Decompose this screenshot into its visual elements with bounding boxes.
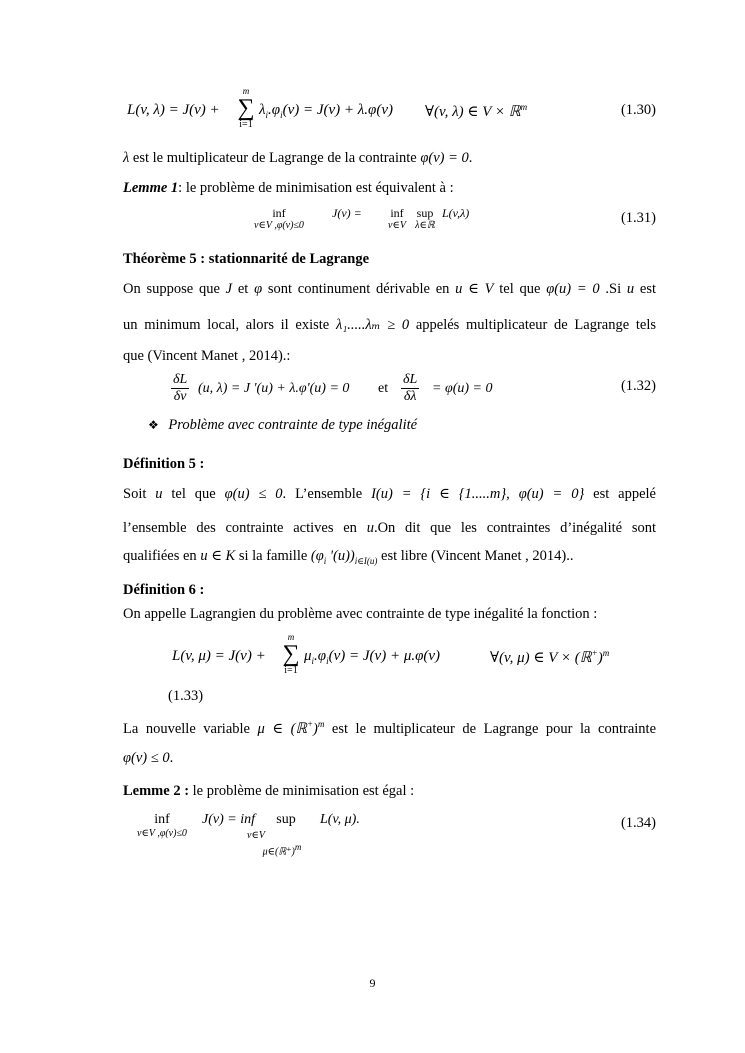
- lambda-symbol: λ: [123, 150, 130, 166]
- eq130-lambda: λ: [259, 102, 266, 118]
- lambda-line-equation: φ(v) = 0: [420, 150, 469, 166]
- th5-p1-e: .Si: [599, 281, 627, 297]
- eq133-quant-close: ): [597, 650, 603, 666]
- eq130-lambda-sub: i: [265, 110, 269, 120]
- eq134-sup-label: sup: [276, 812, 296, 827]
- eq131-inf2-sub: v∈V: [388, 220, 406, 231]
- nv-a: La nouvelle variable: [123, 720, 258, 737]
- eq133-lhs: L(v, μ) = J(v) +: [172, 648, 266, 664]
- eq134-sup-sub-m: m: [294, 842, 302, 852]
- eq131-inf1-label: inf: [272, 206, 286, 220]
- eq131-inf1-sub: v∈V ,φ(v)≤0: [254, 220, 304, 231]
- eq131-inf2: [382, 206, 412, 231]
- def5-p2-b: .On dit que les contraintes d’inégalité sont: [373, 520, 657, 536]
- th5-p1-uV: u ∈ V: [455, 281, 494, 297]
- th5-p1-phi: φ: [254, 281, 263, 297]
- def5-p2-u: u: [366, 520, 374, 536]
- eq134-inf1-label: inf: [154, 812, 170, 827]
- eq133-sum-body: [304, 648, 440, 666]
- eq134-sup-sub-wrap: [258, 842, 306, 857]
- theoreme-5-line-1: [123, 279, 656, 299]
- nv-plus: +: [306, 719, 314, 729]
- eq134-inf1-sub: v∈V ,φ(v)≤0: [137, 828, 187, 839]
- sigma-symbol-2: ∑: [282, 641, 300, 667]
- def5-p1-a: Soit: [123, 486, 156, 502]
- definition-6-title: Définition 6 :: [123, 582, 205, 598]
- eq130-quant-sup: m: [520, 102, 528, 112]
- equation-1-32: [170, 370, 550, 410]
- eq130-sum-bottom: i=1: [239, 119, 253, 130]
- eq130-phi: .φ: [268, 102, 281, 118]
- th5-p1-u: u: [626, 281, 635, 297]
- definition-5-line-2: [123, 518, 656, 538]
- def5-p3-family: [311, 548, 378, 564]
- eq130-quant-text: ∀(v, λ) ∈ V × ℝ: [425, 104, 521, 120]
- new-variable-line: [123, 714, 656, 739]
- lemme-2-paragraph: [123, 781, 656, 801]
- nv-end: .: [169, 750, 174, 766]
- equation-1-31: [240, 203, 540, 239]
- th5-p1-d: tel que: [493, 281, 547, 297]
- nv-b: est le multiplicateur de Lagrange pour la contrainte: [324, 720, 656, 737]
- eq132-frac-2: [401, 372, 419, 405]
- new-variable-constraint: [123, 748, 656, 768]
- eq132-frac1-den: δv: [173, 389, 187, 404]
- lemme-1-paragraph: [123, 178, 656, 198]
- th5-p1-b: et: [232, 281, 255, 297]
- eq132-frac1-num: δL: [173, 372, 188, 387]
- eq133-quant-sup: m: [602, 648, 610, 658]
- nv-mu-text: μ ∈ (ℝ: [257, 720, 307, 737]
- eq134-middle: J(v) = inf: [202, 812, 255, 827]
- eq133-quantifier: [490, 648, 609, 667]
- equation-number-1-32: (1.32): [620, 378, 656, 394]
- eq133-sum-bottom: i=1: [284, 665, 298, 676]
- lambda-multiplier-line: [123, 148, 656, 168]
- def5-p1-u: u: [155, 486, 163, 502]
- eq132-part1: (u, λ) = J '(u) + λ.φ'(u) = 0: [198, 381, 350, 396]
- eq133-phi: .φ: [314, 648, 327, 664]
- def5-p1-d: est appelé: [584, 486, 656, 502]
- page-number: 9: [369, 976, 376, 990]
- th5-p1-c: sont continument dérivable en: [262, 281, 456, 297]
- definition-5-line-1: [123, 484, 656, 504]
- def5-fam-i: i: [323, 555, 327, 566]
- lemme-2-title: Lemme 2 :: [123, 783, 190, 799]
- def5-p3-b: si la famille: [235, 548, 311, 564]
- eq133-mu-sub: i: [311, 656, 315, 666]
- eq131-tail: L(v,λ): [442, 206, 470, 220]
- th5-p2-b: appelés multiplicateur de Lagrange tels: [409, 317, 657, 333]
- def5-p1-set: I(u) = {i ∈ {1.....m}, φ(u) = 0}: [371, 486, 585, 502]
- eq130-phi-sub: i: [280, 110, 283, 120]
- eq130-sum-top: m: [242, 86, 250, 96]
- theoreme-5-title: Théorème 5 : stationnarité de Lagrange: [123, 251, 370, 267]
- eq131-sup: [410, 206, 440, 231]
- eq130-quantifier: [425, 102, 527, 121]
- eq133-quant-plus: +: [591, 648, 598, 658]
- eq134-inf2-sub: v∈V: [247, 830, 265, 841]
- def5-p1-eq: φ(u) ≤ 0: [224, 486, 283, 502]
- def5-p2-a: l’ensemble des contrainte actives en: [123, 520, 367, 536]
- def5-fam-sub: i∈I(u): [354, 555, 378, 566]
- equation-1-30: [123, 86, 663, 134]
- eq134-inf1: [128, 812, 196, 839]
- eq133-sum: [280, 632, 302, 676]
- eq134-sup-sub: μ∈(ℝ⁺): [262, 846, 295, 858]
- eq132-et: et: [378, 381, 389, 396]
- th5-p1-f: est: [634, 281, 657, 297]
- equation-number-1-31: (1.31): [620, 210, 656, 226]
- eq133-mu: μ: [304, 648, 312, 664]
- eq132-part2: = φ(u) = 0: [432, 381, 493, 396]
- sigma-symbol: ∑: [237, 95, 255, 121]
- eq132-frac-1: [171, 372, 189, 405]
- eq131-inf1: [240, 206, 318, 231]
- th5-p2-lambdas: λ₁.....λₘ ≥ 0: [335, 317, 410, 333]
- eq130-lhs: L(v, λ) = J(v) +: [127, 102, 220, 118]
- eq130-rhs: (v) = J(v) + λ.φ(v): [282, 102, 393, 118]
- eq130-sum-body: [259, 102, 393, 120]
- lambda-line-text: est le multiplicateur de Lagrange de la contrainte: [129, 150, 421, 166]
- def5-fam-open: (φ: [310, 548, 324, 564]
- eq134-tail: L(v, μ).: [320, 812, 360, 827]
- equation-number-1-34: (1.34): [620, 815, 656, 831]
- lemme-1-title: Lemme 1: [123, 180, 179, 196]
- def5-p3-a: qualifiées en: [123, 548, 201, 564]
- eq133-sum-top: m: [287, 632, 295, 642]
- def5-p3-c: est libre (Vincent Manet , 2014)..: [377, 548, 574, 564]
- bullet-inequality-problem: [148, 415, 648, 435]
- definition-5-title: Définition 5 :: [123, 456, 205, 472]
- nv-mu: [258, 721, 325, 737]
- eq131-sup-sub: λ∈ℝ: [415, 220, 435, 231]
- definition-6-text: On appelle Lagrangien du problème avec contrainte de type inégalité la fonction :: [123, 606, 598, 622]
- eq131-inf2-label: inf: [390, 206, 404, 220]
- diamond-bullet-icon: ❖: [148, 418, 159, 432]
- eq133-rhs: (v) = J(v) + μ.φ(v): [328, 648, 441, 664]
- def5-p1-b: tel que: [162, 486, 225, 502]
- eq133-phi-sub: i: [326, 656, 329, 666]
- equation-1-33: [168, 632, 658, 680]
- eq133-quant-text: ∀(v, μ) ∈ V × (ℝ: [490, 650, 592, 666]
- th5-p1-a: On suppose que: [123, 281, 226, 297]
- lambda-line-end: .: [468, 150, 473, 166]
- def5-p1-c: . L’ensemble: [282, 486, 372, 502]
- bullet-text: Problème avec contrainte de type inégalité: [168, 417, 418, 433]
- equation-number-1-30: (1.30): [620, 102, 656, 118]
- th5-p1-eq: φ(u) = 0: [546, 281, 600, 297]
- equation-1-34: [128, 808, 428, 864]
- def5-fam-deriv: '(u)): [326, 548, 355, 564]
- def5-p3-uK: u ∈ K: [200, 548, 236, 564]
- eq131-middle: J(v) =: [332, 206, 362, 220]
- definition-5-line-3: [123, 546, 656, 571]
- eq130-sum: [235, 86, 257, 130]
- eq134-sup: [262, 812, 306, 858]
- nv-sup: m: [317, 719, 325, 729]
- th5-p1-J: J: [225, 281, 233, 297]
- eq132-frac2-num: δL: [403, 372, 418, 387]
- eq132-frac2-den: δλ: [403, 389, 417, 404]
- lemme-2-text: le problème de minimisation est égal :: [189, 783, 415, 799]
- nv-eq: φ(v) ≤ 0: [123, 750, 170, 766]
- lemme-1-text: : le problème de minimisation est équivalent à :: [178, 180, 454, 196]
- th5-p2-a: un minimum local, alors il existe: [123, 317, 336, 333]
- theoreme-5-line-3: que (Vincent Manet , 2014).:: [123, 348, 291, 364]
- theoreme-5-line-2: [123, 315, 656, 335]
- nv-close: ): [313, 720, 318, 737]
- equation-number-1-33: (1.33): [168, 688, 204, 704]
- eq131-sup-label: sup: [416, 206, 434, 220]
